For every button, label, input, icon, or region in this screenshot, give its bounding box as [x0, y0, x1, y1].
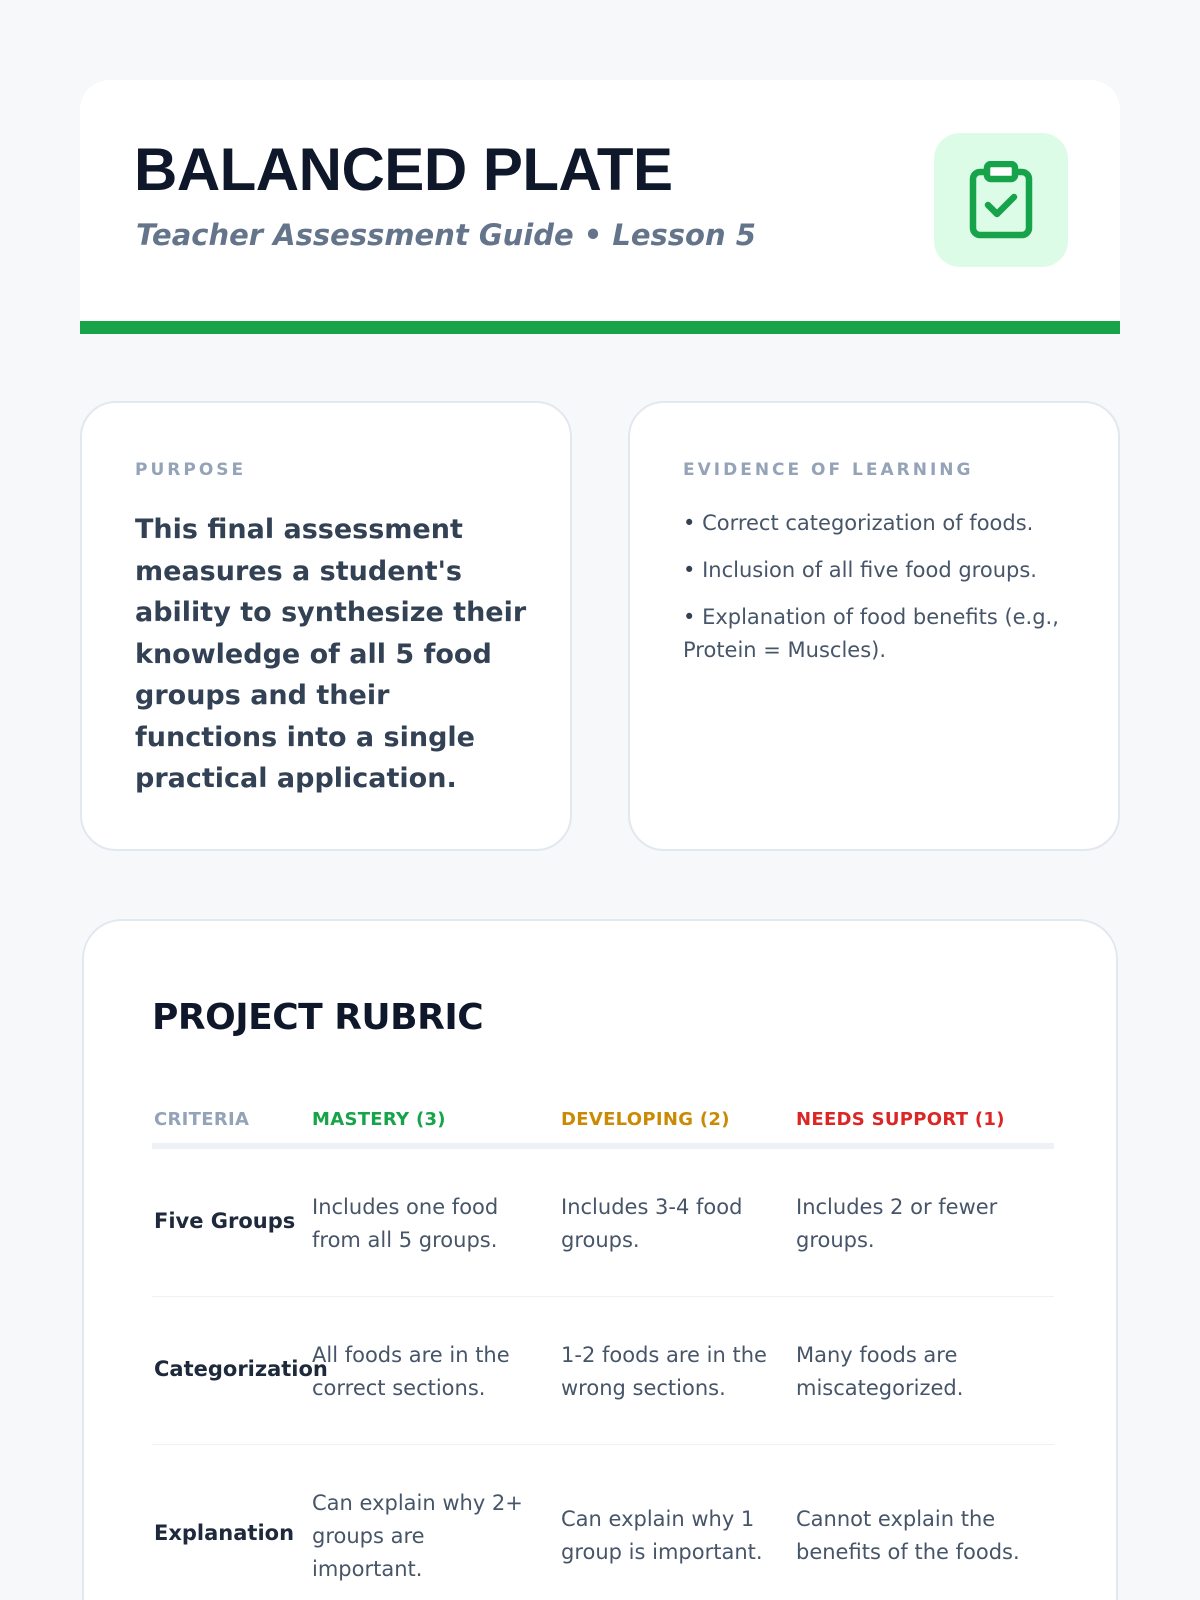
evidence-label: EVIDENCE OF LEARNING [683, 460, 974, 480]
header-mastery: MASTERY (3) [312, 1109, 446, 1130]
row-mastery: Can explain why 2+ groups are important. [312, 1491, 523, 1581]
table-row [152, 1445, 1054, 1600]
row-developing: Includes 3-4 food groups. [561, 1195, 743, 1252]
row-mastery: All foods are in the correct sections. [312, 1343, 510, 1400]
rubric-card [82, 919, 1118, 1600]
clipboard-check-icon [969, 161, 1033, 239]
page-subtitle: Teacher Assessment Guide • Lesson 5 [136, 218, 756, 252]
header-card [80, 80, 1120, 334]
evidence-item: • Correct categorization of foods. [683, 507, 1083, 540]
purpose-text: This final assessment measures a student's ability to synthesize their knowledge of all 5 food groups and their functions into a single practical application. [135, 514, 527, 794]
header-developing: DEVELOPING (2) [561, 1109, 730, 1130]
rubric-title: PROJECT RUBRIC [152, 997, 484, 1038]
header-criteria: CRITERIA [154, 1109, 250, 1130]
row-criteria: Explanation [154, 1521, 295, 1545]
purpose-label: PURPOSE [135, 460, 247, 480]
row-needs-support: Includes 2 or fewer groups. [796, 1195, 998, 1252]
purpose-card [80, 401, 572, 851]
row-criteria: Five Groups [154, 1209, 296, 1233]
page-title: BALANCED PLATE [134, 136, 673, 203]
row-mastery: Includes one food from all 5 groups. [312, 1195, 499, 1252]
row-criteria: Categorization [154, 1357, 328, 1381]
row-needs-support: Cannot explain the benefits of the foods. [796, 1507, 1020, 1564]
row-developing: 1-2 foods are in the wrong sections. [561, 1343, 767, 1400]
rubric-table [152, 1109, 1054, 1600]
header-needs-support: NEEDS SUPPORT (1) [796, 1109, 1005, 1130]
table-row [152, 1149, 1054, 1297]
header-accent-bar [80, 321, 1120, 334]
rubric-header-row [152, 1109, 1054, 1149]
table-row [152, 1297, 1054, 1445]
evidence-card [628, 401, 1120, 851]
evidence-list [683, 507, 1083, 681]
evidence-item: • Explanation of food benefits (e.g., Protein = Muscles). [683, 601, 1083, 667]
evidence-item: • Inclusion of all five food groups. [683, 554, 1083, 587]
row-needs-support: Many foods are miscategorized. [796, 1343, 964, 1400]
row-developing: Can explain why 1 group is important. [561, 1507, 763, 1564]
clipboard-badge [934, 133, 1068, 267]
